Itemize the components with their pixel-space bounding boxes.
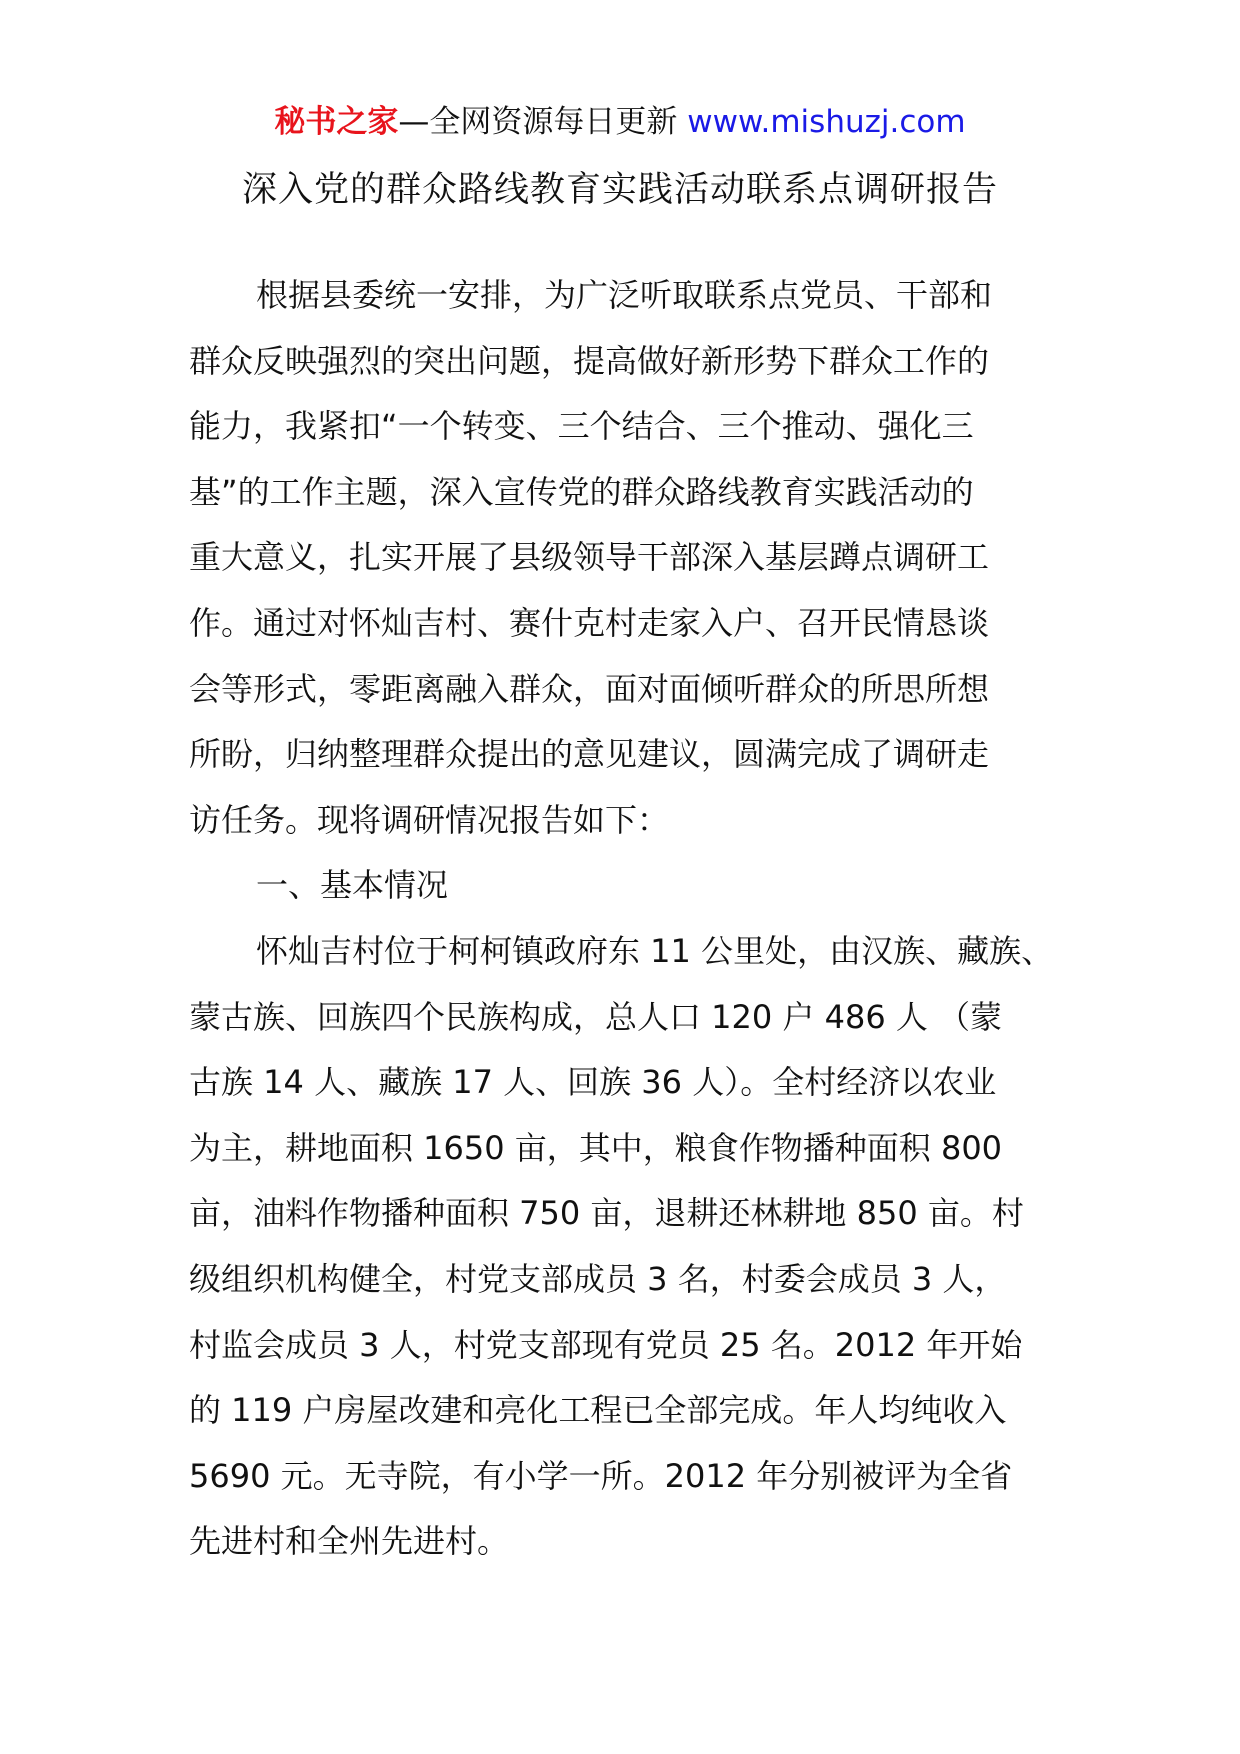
paragraph-line: 访任务。现将调研情况报告如下： [189, 800, 670, 839]
paragraph-line: 亩，油料作物播种面积 750 亩，退耕还林耕地 850 亩。村 [189, 1194, 1024, 1233]
header-tagline: —全网资源每日更新 [398, 104, 688, 140]
paragraph-line: 先进村和全州先进村。 [189, 1522, 510, 1561]
paragraph-line: 蒙古族、回族四个民族构成，总人口 120 户 486 人 （蒙 [189, 997, 1003, 1036]
document-body [189, 263, 1089, 1575]
site-url-link[interactable]: www.mishuzj.com [687, 104, 966, 140]
brand-name: 秘书之家 [274, 104, 399, 140]
paragraph-line: 村监会成员 3 人，村党支部现有党员 25 名。2012 年开始 [189, 1325, 1023, 1364]
paragraph-line: 重大意义，扎实开展了县级领导干部深入基层蹲点调研工 [189, 538, 990, 577]
paragraph-line: 根据县委统一安排，为广泛听取联系点党员、干部和 [256, 276, 993, 314]
paragraph-line: 5690 元。无寺院，有小学一所。2012 年分别被评为全省 [189, 1456, 1013, 1495]
site-header [0, 100, 1240, 144]
paragraph-line: 群众反映强烈的突出问题，提高做好新形势下群众工作的 [189, 341, 990, 380]
document-title: 深入党的群众路线教育实践活动联系点调研报告 [241, 170, 998, 210]
section-heading: 一、基本情况 [256, 866, 449, 905]
paragraph-line: 古族 14 人、藏族 17 人、回族 36 人）。全村经济以农业 [189, 1063, 997, 1102]
paragraph-line: 级组织机构健全，村党支部成员 3 名，村委会成员 3 人， [189, 1259, 1007, 1298]
paragraph-line: 能力，我紧扣“一个转变、三个结合、三个推动、强化三 [189, 407, 974, 446]
paragraph-line: 作。通过对怀灿吉村、赛什克村走家入户、召开民情恳谈 [189, 603, 990, 642]
paragraph-line: 基”的工作主题，深入宣传党的群众路线教育实践活动的 [189, 472, 974, 511]
paragraph-line: 所盼，归纳整理群众提出的意见建议，圆满完成了调研走 [189, 735, 990, 774]
paragraph-line: 怀灿吉村位于柯柯镇政府东 11 公里处，由汉族、藏族、 [256, 931, 1054, 970]
paragraph-line: 会等形式，零距离融入群众，面对面倾听群众的所思所想 [189, 669, 990, 708]
paragraph-line: 为主，耕地面积 1650 亩，其中，粮食作物播种面积 800 [189, 1128, 1003, 1167]
paragraph-line: 的 119 户房屋改建和亮化工程已全部完成。年人均纯收入 [189, 1391, 1007, 1430]
